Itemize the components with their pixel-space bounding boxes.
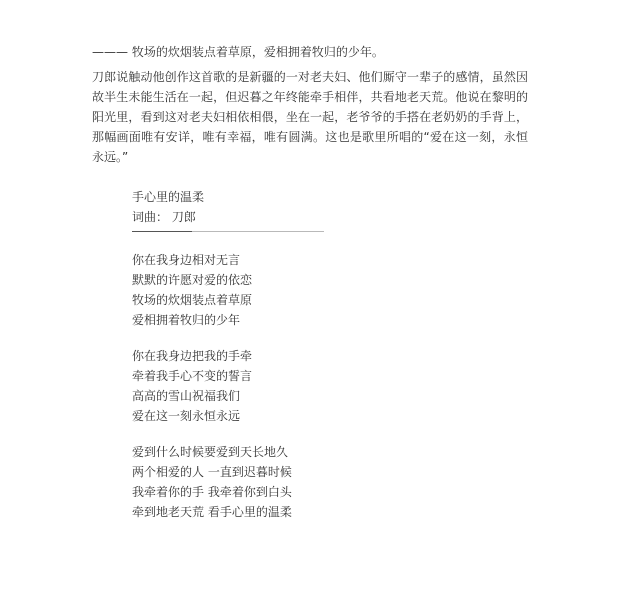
song-credit: 词曲： 刀郎 [132,210,196,224]
lyric-line: 你在我身边相对无言 [132,253,241,267]
lyric-line: 爱相拥着牧归的少年 [132,313,241,327]
stanza-1 [132,250,432,330]
lyric-line: 你在我身边把我的手牵 [132,349,253,363]
lyric-line: 牵着我手心不变的誓言 [132,369,253,383]
lyric-line: 爱在这一刻永恒永远 [132,409,241,423]
lyric-line: 我牵着你的手 我牵着你到白头 [132,485,292,499]
stanza-2 [132,346,432,426]
lyric-line: 爱到什么时候要爱到天长地久 [132,445,289,459]
article-intro [92,42,528,167]
divider-rule [132,231,324,232]
song-title: 手心里的温柔 [132,190,205,204]
lyric-line: 牵到地老天荒 看手心里的温柔 [132,505,292,519]
lyric-line: 高高的雪山祝福我们 [132,389,241,403]
lyric-line: 牧场的炊烟装点着草原 [132,293,253,307]
lyric-line: 默默的许愿对爱的依恋 [132,273,253,287]
intro-quote-line: ——— 牧场的炊烟装点着草原，爱相拥着牧归的少年。 [92,45,384,59]
intro-paragraph: 刀郎说触动他创作这首歌的是新疆的一对老夫妇、他们厮守一辈子的感情，虽然因故半生未能生活在一起，但迟暮之年终能牵手相伴，共看地老天荒。他说在黎明的阳光里，看到这对老夫妇相依相偎，坐在一起，老爷爷的手搭在老奶奶的手背上，那幅画面唯有安详，唯有幸福，唯有圆满。这也是歌里所唱的“爱在这一刻，永恒永远。” [92,70,528,164]
lyrics-block [132,187,432,522]
lyric-line: 两个相爱的人 一直到迟暮时候 [132,465,292,479]
stanza-3 [132,442,432,522]
